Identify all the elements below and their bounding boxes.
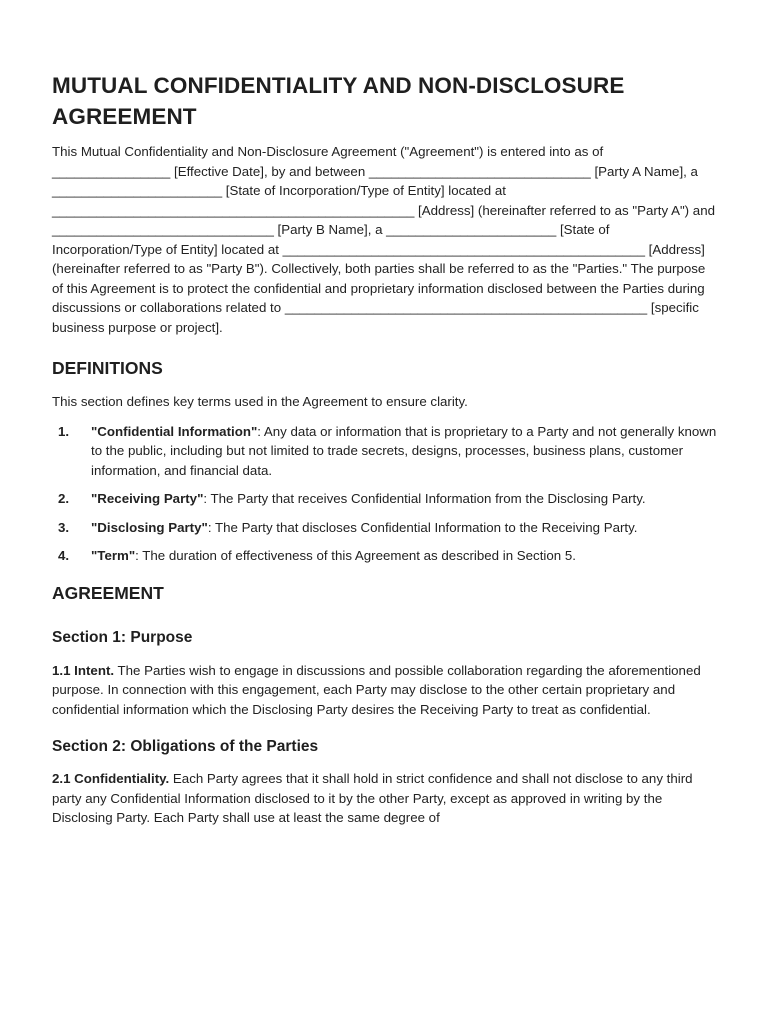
section-1-text: The Parties wish to engage in discussions and possible collaboration regarding the aforementioned purpose. In connection with this engagement, each Party may disclose to the other certain proprietary and confidential information which the Disclosing Party desires the Receiving Party to treat as confidential. [52, 662, 701, 717]
intro-paragraph: This Mutual Confidentiality and Non-Disclosure Agreement ("Agreement") is entered into as of ________________ [Effective Date], by and between ______________________________ [Party A Name], a _______________________ [State of Incorporation/Type of Entity] located at _________________________________________________ [Address] (hereinafter referred to as "Party A") and ______________________________ [Party B Name], a _______________________ [State of Incorporation/Type of Entity] located at _________________________________________________ [Address] (hereinafter referred to as "Party B"). Collectively, both parties shall be referred to as the "Parties." The purpose of this Agreement is to protect the confidential and proprietary information disclosed between the Parties during discussions or collaborations related to _________________________________________________ [specific business purpose or project]. [52, 144, 715, 335]
definition-term: "Disclosing Party" [91, 519, 208, 535]
section-1-paragraph [52, 661, 718, 720]
definition-item [52, 422, 718, 481]
section-2-paragraph [52, 769, 718, 828]
definition-term: "Confidential Information" [91, 423, 258, 439]
definitions-heading: DEFINITIONS [52, 358, 163, 378]
definition-term: "Term" [91, 548, 136, 563]
definition-text: : Any data or information that is proprietary to a Party and not generally known to the public, including but not limited to trade secrets, designs, processes, business plans, customer information, and financial data. [91, 423, 717, 478]
agreement-heading: AGREEMENT [52, 582, 164, 603]
section-1-lead: 1.1 Intent. [52, 662, 115, 678]
definition-number: 3. [58, 519, 70, 535]
definition-term: "Receiving Party" [91, 491, 204, 506]
definition-text: : The duration of effectiveness of this Agreement as described in Section 5. [135, 548, 576, 563]
definition-item [52, 546, 718, 566]
definition-number: 1. [58, 423, 70, 439]
definition-item [52, 518, 718, 538]
section-1-heading: Section 1: Purpose [52, 628, 193, 646]
document-page [52, 70, 718, 828]
definitions-intro: This section defines key terms used in the Agreement to ensure clarity. [52, 394, 468, 409]
section-2-heading: Section 2: Obligations of the Parties [52, 738, 319, 755]
section-2-lead: 2.1 Confidentiality. [52, 771, 170, 786]
definition-item [52, 489, 718, 509]
definition-text: : The Party that discloses Confidential Information to the Receiving Party. [207, 519, 638, 535]
definition-number: 2. [58, 491, 70, 506]
definition-number: 4. [58, 548, 70, 563]
document-title: MUTUAL CONFIDENTIALITY AND NON-DISCLOSURE AGREEMENT [52, 73, 625, 129]
definition-text: : The Party that receives Confidential Information from the Disclosing Party. [203, 491, 646, 506]
definitions-list [52, 422, 718, 566]
section-2-text: Each Party agrees that it shall hold in strict confidence and shall not disclose to any third party any Confidential Information disclosed to it by the other Party, except as approved in writing by the Disclosing Party. Each Party shall use at least the same degree of [52, 771, 693, 825]
